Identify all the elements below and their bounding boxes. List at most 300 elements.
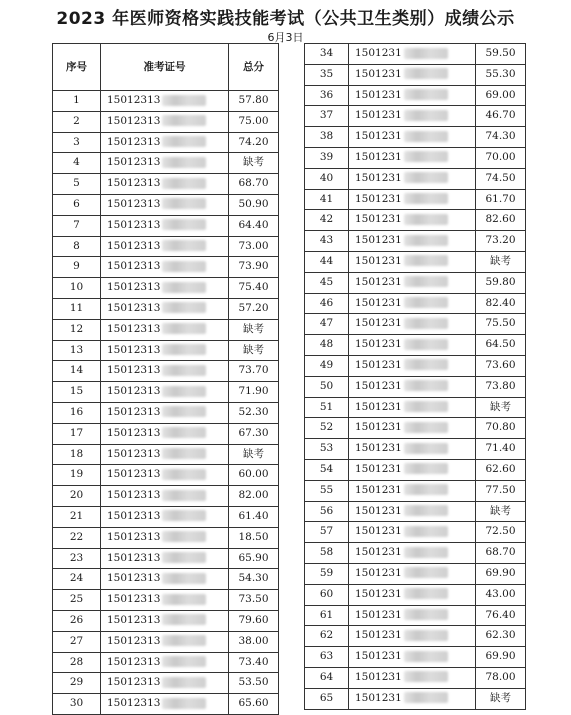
exam-id-visible: 1501231 — [355, 629, 402, 642]
score-cell: 71.40 — [476, 439, 526, 460]
redaction-blur — [162, 219, 206, 230]
score-cell: 77.50 — [476, 480, 526, 501]
exam-id-cell — [349, 210, 476, 231]
redaction-blur — [404, 484, 448, 495]
exam-id-visible: 15012313 — [107, 447, 161, 460]
table-row — [53, 111, 279, 132]
row-number: 42 — [305, 210, 349, 231]
redaction-blur — [404, 588, 448, 599]
exam-id-cell — [349, 106, 476, 127]
redaction-blur — [162, 386, 206, 397]
row-number: 23 — [53, 548, 101, 569]
score-cell: 75.00 — [229, 111, 279, 132]
exam-id-cell — [349, 64, 476, 85]
row-number: 12 — [53, 319, 101, 340]
row-number: 13 — [53, 340, 101, 361]
table-row — [305, 44, 526, 65]
score-cell: 75.50 — [476, 314, 526, 335]
exam-id-cell — [101, 610, 229, 631]
redaction-blur — [404, 609, 448, 620]
table-row — [53, 298, 279, 319]
exam-id-visible: 15012313 — [107, 114, 161, 127]
redaction-blur — [404, 193, 448, 204]
exam-id-visible: 1501231 — [355, 109, 402, 122]
row-number: 55 — [305, 480, 349, 501]
row-number: 8 — [53, 236, 101, 257]
exam-id-visible: 1501231 — [355, 296, 402, 309]
table-row — [53, 194, 279, 215]
redaction-blur — [162, 344, 206, 355]
exam-id-cell — [349, 251, 476, 272]
exam-id-visible: 15012313 — [107, 135, 161, 148]
redaction-blur — [162, 614, 206, 625]
score-cell: 缺考 — [476, 688, 526, 709]
exam-id-visible: 1501231 — [355, 213, 402, 226]
row-number: 18 — [53, 444, 101, 465]
exam-id-visible: 15012313 — [107, 634, 161, 647]
exam-id-cell — [349, 480, 476, 501]
score-cell: 64.50 — [476, 335, 526, 356]
exam-id-cell — [349, 584, 476, 605]
exam-id-visible: 15012313 — [107, 177, 161, 190]
redaction-blur — [162, 594, 206, 605]
redaction-blur — [404, 151, 448, 162]
row-number: 16 — [53, 402, 101, 423]
exam-id-visible: 1501231 — [355, 546, 402, 559]
exam-id-cell — [101, 444, 229, 465]
exam-id-cell — [101, 278, 229, 299]
row-number: 52 — [305, 418, 349, 439]
exam-id-visible: 1501231 — [355, 254, 402, 267]
exam-id-cell — [349, 231, 476, 252]
exam-id-visible: 1501231 — [355, 234, 402, 247]
score-cell: 65.60 — [229, 694, 279, 715]
table-row — [305, 64, 526, 85]
score-cell: 55.30 — [476, 64, 526, 85]
row-number: 25 — [53, 590, 101, 611]
score-cell: 73.40 — [229, 652, 279, 673]
row-number: 10 — [53, 278, 101, 299]
score-cell: 61.70 — [476, 189, 526, 210]
score-cell: 74.50 — [476, 168, 526, 189]
table-row — [53, 444, 279, 465]
score-cell: 74.30 — [476, 127, 526, 148]
row-number: 61 — [305, 605, 349, 626]
table-row — [53, 486, 279, 507]
table-row — [305, 85, 526, 106]
row-number: 5 — [53, 174, 101, 195]
exam-id-cell — [349, 626, 476, 647]
table-row — [53, 423, 279, 444]
exam-id-visible: 1501231 — [355, 483, 402, 496]
redaction-blur — [404, 48, 448, 59]
table-row — [53, 340, 279, 361]
table-row — [305, 335, 526, 356]
exam-id-cell — [349, 335, 476, 356]
row-number: 51 — [305, 397, 349, 418]
exam-id-cell — [101, 340, 229, 361]
score-cell: 78.00 — [476, 667, 526, 688]
redaction-blur — [404, 443, 448, 454]
redaction-blur — [162, 323, 206, 334]
exam-id-visible: 1501231 — [355, 275, 402, 288]
exam-id-cell — [101, 215, 229, 236]
exam-id-cell — [101, 590, 229, 611]
exam-id-cell — [349, 127, 476, 148]
exam-id-cell — [101, 673, 229, 694]
row-number: 64 — [305, 667, 349, 688]
exam-id-cell — [101, 174, 229, 195]
exam-id-visible: 1501231 — [355, 504, 402, 517]
exam-id-visible: 1501231 — [355, 650, 402, 663]
row-number: 20 — [53, 486, 101, 507]
score-cell: 缺考 — [229, 444, 279, 465]
redaction-blur — [162, 302, 206, 313]
score-cell: 61.40 — [229, 506, 279, 527]
row-number: 50 — [305, 376, 349, 397]
row-number: 30 — [53, 694, 101, 715]
table-row — [53, 402, 279, 423]
exam-id-visible: 1501231 — [355, 150, 402, 163]
table-row — [305, 189, 526, 210]
score-cell: 62.60 — [476, 459, 526, 480]
exam-id-cell — [349, 418, 476, 439]
redaction-blur — [404, 526, 448, 537]
table-row — [53, 257, 279, 278]
score-cell: 73.20 — [476, 231, 526, 252]
exam-id-cell — [101, 153, 229, 174]
exam-id-visible: 15012313 — [107, 697, 161, 710]
exam-id-visible: 15012313 — [107, 551, 161, 564]
table-row — [305, 210, 526, 231]
redaction-blur — [162, 136, 206, 147]
score-cell: 缺考 — [229, 319, 279, 340]
score-cell: 18.50 — [229, 527, 279, 548]
row-number: 11 — [53, 298, 101, 319]
row-number: 40 — [305, 168, 349, 189]
exam-id-cell — [349, 459, 476, 480]
row-number: 56 — [305, 501, 349, 522]
redaction-blur — [404, 172, 448, 183]
row-number: 53 — [305, 439, 349, 460]
table-row — [53, 652, 279, 673]
exam-id-visible: 15012313 — [107, 593, 161, 606]
exam-id-cell — [349, 439, 476, 460]
table-row — [305, 563, 526, 584]
exam-id-visible: 15012313 — [107, 426, 161, 439]
row-number: 22 — [53, 527, 101, 548]
table-row — [305, 355, 526, 376]
score-table-left — [52, 43, 279, 715]
table-row — [53, 590, 279, 611]
exam-id-cell — [349, 376, 476, 397]
table-row — [305, 127, 526, 148]
redaction-blur — [162, 448, 206, 459]
row-number: 39 — [305, 147, 349, 168]
row-number: 59 — [305, 563, 349, 584]
redaction-blur — [162, 656, 206, 667]
redaction-blur — [162, 427, 206, 438]
table-row — [305, 314, 526, 335]
redaction-blur — [404, 235, 448, 246]
table-row — [53, 91, 279, 112]
exam-id-cell — [349, 293, 476, 314]
redaction-blur — [162, 115, 206, 126]
score-cell: 74.20 — [229, 132, 279, 153]
score-cell: 69.00 — [476, 85, 526, 106]
exam-id-visible: 15012313 — [107, 530, 161, 543]
row-number: 37 — [305, 106, 349, 127]
score-cell: 73.90 — [229, 257, 279, 278]
score-table-right — [304, 43, 526, 710]
row-number: 21 — [53, 506, 101, 527]
exam-id-visible: 15012313 — [107, 301, 161, 314]
table-body-left — [53, 91, 279, 715]
table-row — [305, 667, 526, 688]
score-cell: 67.30 — [229, 423, 279, 444]
score-cell: 57.80 — [229, 91, 279, 112]
exam-id-visible: 15012313 — [107, 405, 161, 418]
row-number: 45 — [305, 272, 349, 293]
score-cell: 73.50 — [229, 590, 279, 611]
table-row — [53, 174, 279, 195]
table-row — [53, 610, 279, 631]
score-cell: 70.00 — [476, 147, 526, 168]
redaction-blur — [162, 552, 206, 563]
table-body-right — [305, 44, 526, 710]
exam-id-visible: 15012313 — [107, 94, 161, 106]
score-cell: 59.50 — [476, 44, 526, 65]
redaction-blur — [404, 692, 448, 703]
row-number: 17 — [53, 423, 101, 444]
table-row — [53, 236, 279, 257]
exam-id-visible: 1501231 — [355, 47, 402, 59]
table-row — [305, 168, 526, 189]
header-score: 总分 — [229, 44, 279, 91]
table-row — [53, 382, 279, 403]
score-cell: 70.80 — [476, 418, 526, 439]
exam-id-cell — [349, 501, 476, 522]
score-cell: 73.00 — [229, 236, 279, 257]
redaction-blur — [162, 157, 206, 168]
row-number: 26 — [53, 610, 101, 631]
score-cell: 缺考 — [229, 340, 279, 361]
score-cell: 82.40 — [476, 293, 526, 314]
table-row — [305, 272, 526, 293]
table-row — [53, 465, 279, 486]
exam-id-cell — [101, 236, 229, 257]
redaction-blur — [162, 282, 206, 293]
table-row — [53, 527, 279, 548]
table-header-row — [53, 44, 279, 91]
exam-id-visible: 15012313 — [107, 489, 161, 502]
redaction-blur — [404, 131, 448, 142]
score-cell: 82.60 — [476, 210, 526, 231]
exam-id-visible: 15012313 — [107, 613, 161, 626]
exam-id-visible: 15012313 — [107, 572, 161, 585]
exam-id-cell — [349, 355, 476, 376]
row-number: 43 — [305, 231, 349, 252]
exam-id-visible: 1501231 — [355, 379, 402, 392]
redaction-blur — [404, 422, 448, 433]
exam-id-visible: 1501231 — [355, 525, 402, 538]
score-cell: 76.40 — [476, 605, 526, 626]
row-number: 36 — [305, 85, 349, 106]
score-cell: 53.50 — [229, 673, 279, 694]
score-cell: 50.90 — [229, 194, 279, 215]
exam-id-cell — [101, 486, 229, 507]
table-row — [305, 543, 526, 564]
redaction-blur — [162, 365, 206, 376]
exam-id-cell — [101, 569, 229, 590]
redaction-blur — [404, 463, 448, 474]
row-number: 24 — [53, 569, 101, 590]
exam-id-cell — [101, 111, 229, 132]
table-row — [305, 293, 526, 314]
table-row — [305, 397, 526, 418]
row-number: 47 — [305, 314, 349, 335]
exam-id-visible: 15012313 — [107, 468, 161, 481]
exam-id-cell — [349, 397, 476, 418]
row-number: 58 — [305, 543, 349, 564]
score-cell: 缺考 — [476, 397, 526, 418]
table-row — [305, 231, 526, 252]
table-row — [53, 319, 279, 340]
exam-id-cell — [101, 548, 229, 569]
exam-id-visible: 15012313 — [107, 676, 161, 689]
exam-id-visible: 15012313 — [107, 509, 161, 522]
row-number: 28 — [53, 652, 101, 673]
row-number: 19 — [53, 465, 101, 486]
redaction-blur — [162, 635, 206, 646]
row-number: 4 — [53, 153, 101, 174]
exam-id-visible: 15012313 — [107, 197, 161, 210]
redaction-blur — [162, 198, 206, 209]
exam-id-cell — [349, 563, 476, 584]
exam-id-visible: 15012313 — [107, 156, 161, 169]
exam-id-visible: 15012313 — [107, 385, 161, 398]
score-cell: 64.40 — [229, 215, 279, 236]
exam-id-cell — [101, 694, 229, 715]
exam-id-visible: 15012313 — [107, 260, 161, 273]
redaction-blur — [404, 380, 448, 391]
row-number: 38 — [305, 127, 349, 148]
row-number: 54 — [305, 459, 349, 480]
redaction-blur — [404, 651, 448, 662]
table-row — [305, 439, 526, 460]
row-number: 2 — [53, 111, 101, 132]
score-cell: 60.00 — [229, 465, 279, 486]
exam-id-visible: 1501231 — [355, 67, 402, 80]
redaction-blur — [404, 671, 448, 682]
table-row — [305, 418, 526, 439]
table-row — [53, 278, 279, 299]
exam-id-visible: 1501231 — [355, 442, 402, 455]
redaction-blur — [404, 89, 448, 100]
score-cell: 68.70 — [229, 174, 279, 195]
redaction-blur — [162, 469, 206, 480]
exam-id-cell — [349, 272, 476, 293]
exam-id-cell — [349, 189, 476, 210]
exam-id-visible: 15012313 — [107, 655, 161, 668]
score-cell: 82.00 — [229, 486, 279, 507]
score-cell: 43.00 — [476, 584, 526, 605]
exam-id-cell — [101, 132, 229, 153]
redaction-blur — [404, 255, 448, 266]
redaction-blur — [162, 95, 206, 106]
exam-id-cell — [101, 298, 229, 319]
table-row — [305, 626, 526, 647]
table-row — [305, 584, 526, 605]
redaction-blur — [404, 339, 448, 350]
exam-id-visible: 1501231 — [355, 130, 402, 143]
redaction-blur — [162, 261, 206, 272]
page-title: 2023 年医师资格实践技能考试（公共卫生类别）成绩公示 — [56, 9, 515, 29]
exam-id-cell — [101, 652, 229, 673]
row-number: 46 — [305, 293, 349, 314]
row-number: 65 — [305, 688, 349, 709]
redaction-blur — [162, 406, 206, 417]
exam-id-visible: 1501231 — [355, 608, 402, 621]
score-cell: 缺考 — [229, 153, 279, 174]
table-row — [53, 673, 279, 694]
score-cell: 73.80 — [476, 376, 526, 397]
redaction-blur — [404, 110, 448, 121]
row-number: 29 — [53, 673, 101, 694]
redaction-blur — [162, 490, 206, 501]
score-cell: 75.40 — [229, 278, 279, 299]
redaction-blur — [162, 573, 206, 584]
row-number: 6 — [53, 194, 101, 215]
exam-id-cell — [349, 543, 476, 564]
score-cell: 65.90 — [229, 548, 279, 569]
table-row — [305, 459, 526, 480]
table-row — [53, 153, 279, 174]
table-row — [53, 361, 279, 382]
score-cell: 52.30 — [229, 402, 279, 423]
header-number: 序号 — [53, 44, 101, 91]
row-number: 35 — [305, 64, 349, 85]
score-cell: 73.70 — [229, 361, 279, 382]
redaction-blur — [404, 401, 448, 412]
table-row — [305, 147, 526, 168]
score-cell: 73.60 — [476, 355, 526, 376]
row-number: 1 — [53, 91, 101, 112]
table-row — [305, 647, 526, 668]
table-row — [53, 132, 279, 153]
exam-id-cell — [349, 147, 476, 168]
redaction-blur — [162, 240, 206, 251]
exam-id-cell — [101, 506, 229, 527]
row-number: 63 — [305, 647, 349, 668]
score-cell: 62.30 — [476, 626, 526, 647]
score-cell: 57.20 — [229, 298, 279, 319]
score-cell: 69.90 — [476, 647, 526, 668]
row-number: 34 — [305, 44, 349, 65]
exam-id-visible: 1501231 — [355, 358, 402, 371]
row-number: 41 — [305, 189, 349, 210]
table-row — [53, 215, 279, 236]
exam-id-cell — [349, 605, 476, 626]
exam-id-visible: 1501231 — [355, 338, 402, 351]
row-number: 27 — [53, 631, 101, 652]
score-cell: 缺考 — [476, 501, 526, 522]
table-row — [305, 376, 526, 397]
redaction-blur — [404, 318, 448, 329]
exam-id-cell — [101, 631, 229, 652]
row-number: 9 — [53, 257, 101, 278]
table-row — [53, 631, 279, 652]
